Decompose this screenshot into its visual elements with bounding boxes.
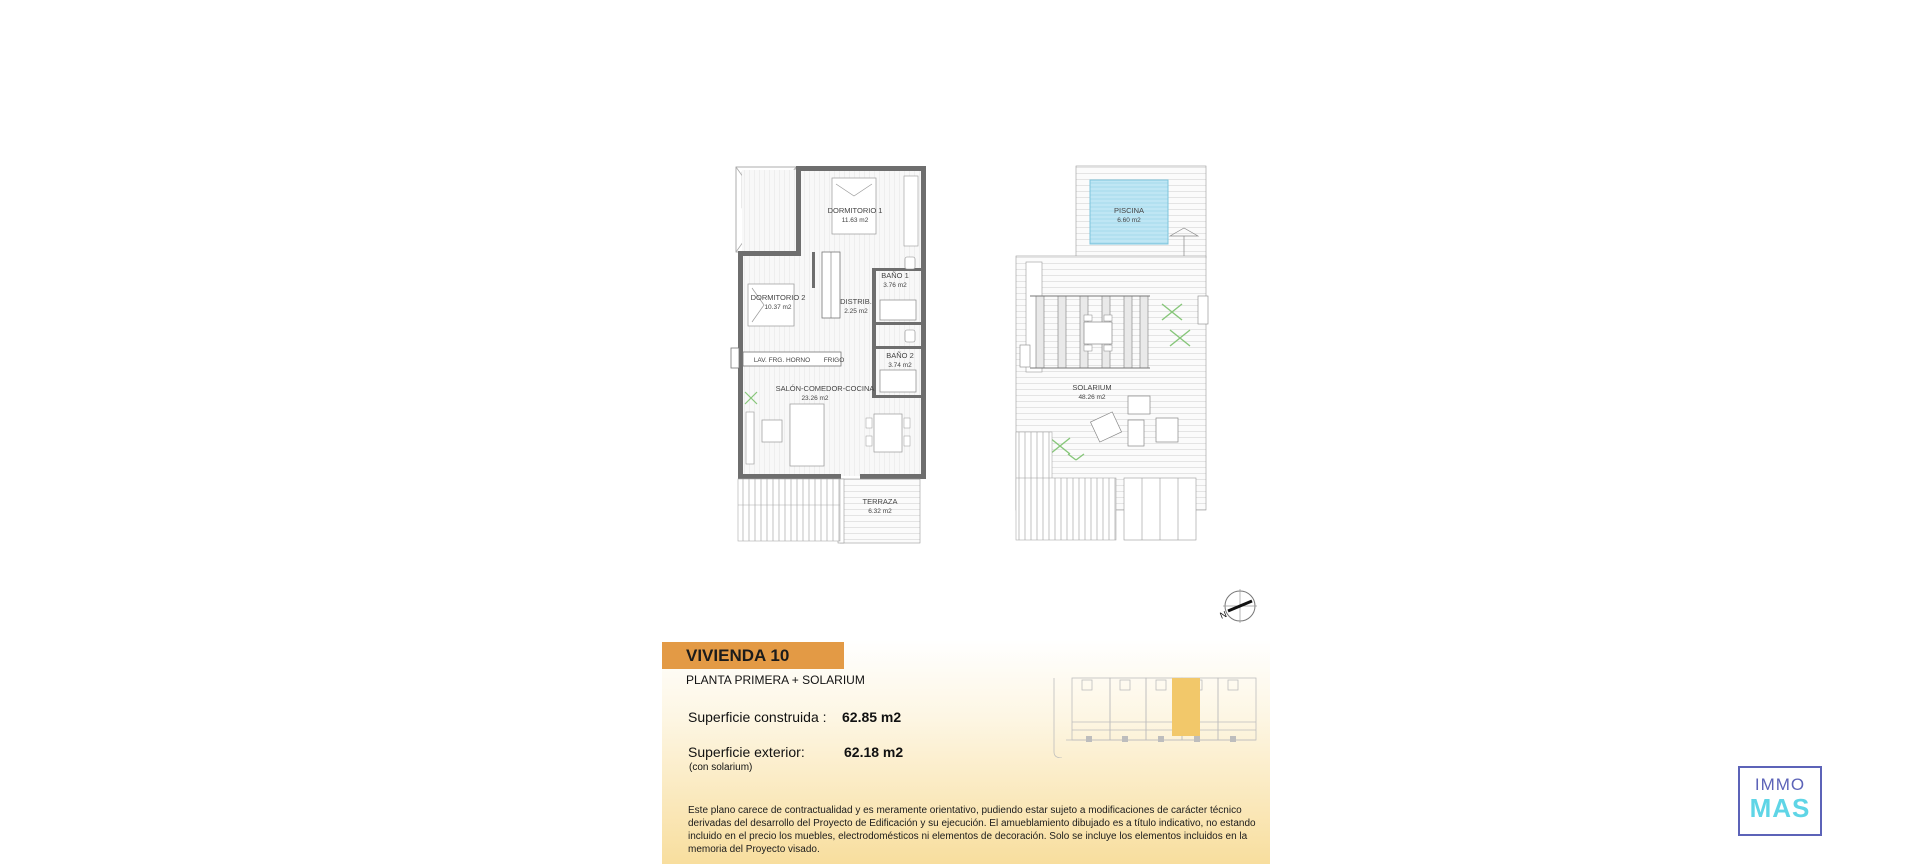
north-arrow-icon [1218,586,1262,630]
first-floor-plan [731,166,926,543]
key-plan-location [1046,672,1264,758]
solarium-plan [1016,166,1208,540]
fridge-label: FRIGO [823,357,845,364]
room-area-dormitorio-2: 10.37 m2 [764,304,792,311]
room-area-terraza: 6.32 m2 [868,508,892,515]
kitchen-appliances-label: LAV. FRG. HORNO [753,357,811,364]
room-area-solarium: 48.26 m2 [1078,394,1106,401]
room-label-terraza: TERRAZA [862,497,898,506]
exterior-area-value: 62.18 m2 [844,744,904,760]
room-area-bano-1: 3.76 m2 [883,282,907,289]
room-label-salon: SALÓN-COMEDOR-COCINA [775,384,875,393]
logo-top-text: IMMO [1754,775,1806,794]
room-label-solarium: SOLARIUM [1072,383,1112,392]
unit-title: VIVIENDA 10 [662,642,844,669]
key-plan-highlight [1172,678,1200,736]
unit-subtitle: PLANTA PRIMERA + SOLARIUM [686,673,865,687]
immomas-logo [1738,766,1822,836]
room-area-dormitorio-1: 11.63 m2 [841,217,869,224]
room-label-piscina: PISCINA [1113,206,1145,215]
compass-north-label: N [1218,609,1229,621]
disclaimer-text: Este plano carece de contractualidad y es meramente orientativo, pudiendo estar sujeto a modificaciones de carácter técnico derivadas del desarrollo del Proyecto de Edificación y su ejecución. El amueblamiento dibujado es a título indicativo, no estando incluido en el precio los muebles, electrodomésticos ni elementos de decoración. Solo se incluye los elementos incluidos en la memoria del Proyecto visado. [688,805,1256,855]
room-area-piscina: 6.60 m2 [1117,217,1141,224]
room-label-dormitorio-2: DORMITORIO 2 [750,293,806,302]
room-label-bano-2: BAÑO 2 [886,351,914,360]
room-area-distrib: 2.25 m2 [844,308,868,315]
exterior-area-label: Superficie exterior: [688,744,805,760]
exterior-area-note: (con solarium) [689,762,753,773]
room-area-salon: 23.26 m2 [801,395,829,402]
built-area-label: Superficie construida : [688,709,827,725]
room-area-bano-2: 3.74 m2 [888,362,912,369]
room-label-dormitorio-1: DORMITORIO 1 [827,206,883,215]
room-label-distrib: DISTRIB. [840,297,872,306]
logo-bottom-text: MAS [1749,793,1811,823]
built-area-value: 62.85 m2 [842,709,902,725]
room-label-bano-1: BAÑO 1 [881,271,909,280]
